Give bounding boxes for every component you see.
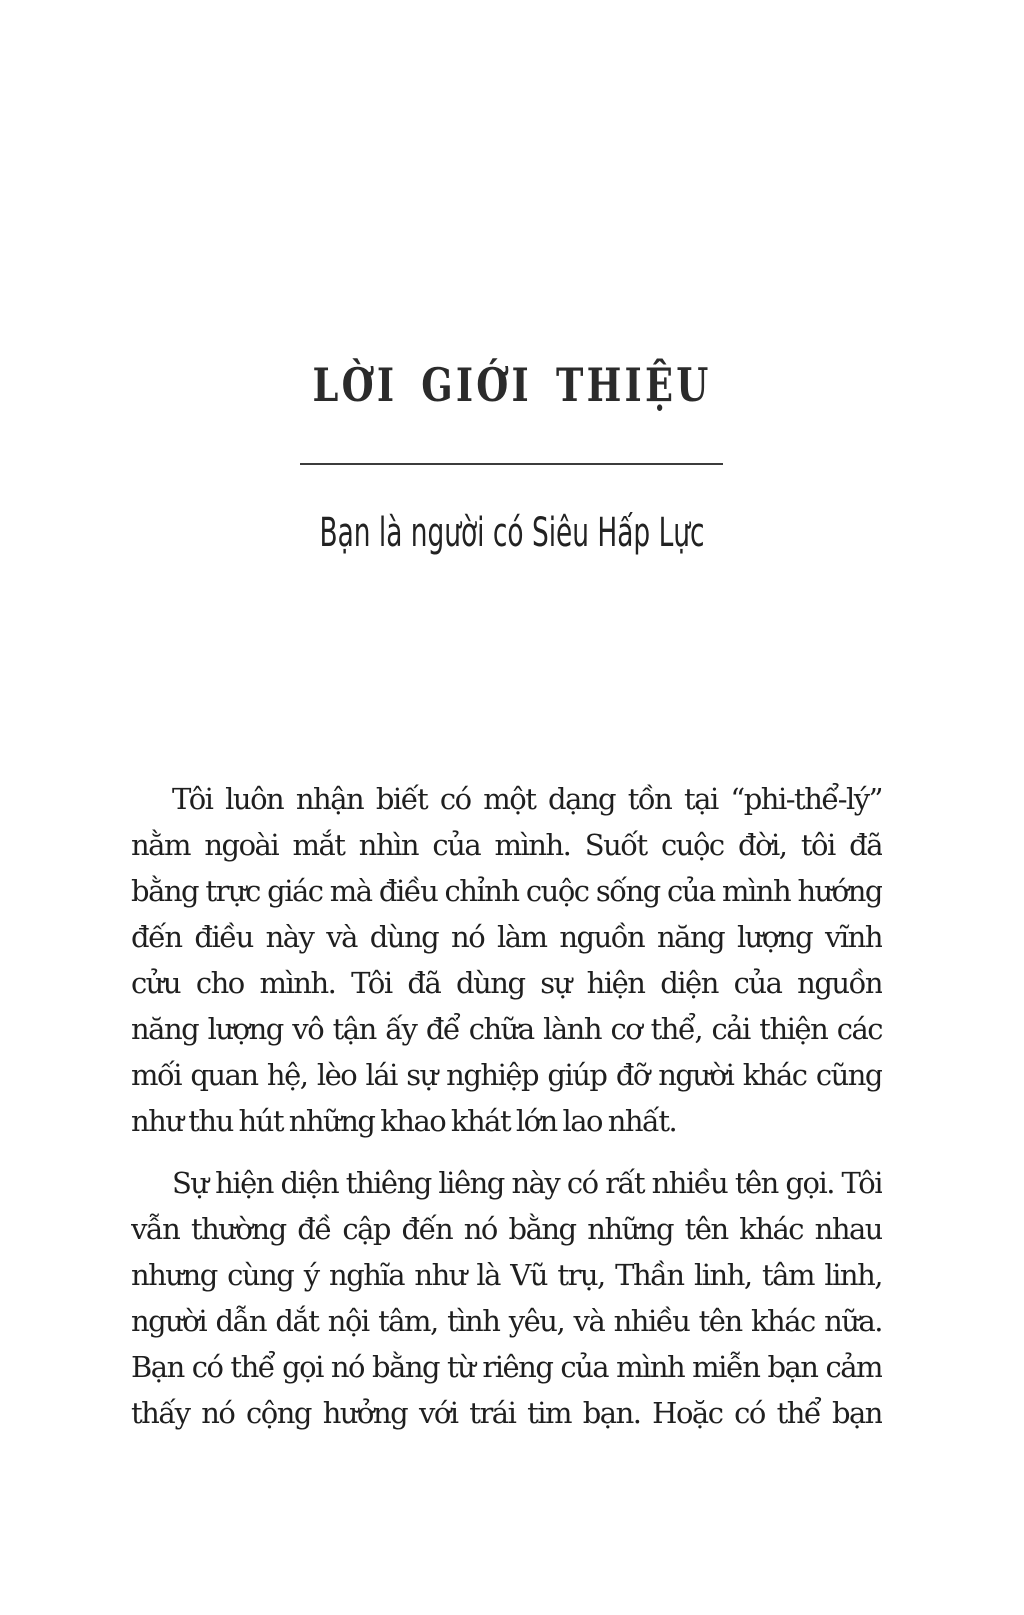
text-line: Bạn có thể gọi nó bằng từ riêng của mình miễn bạn cảm [131, 1350, 882, 1384]
text-line: năng lượng vô tận ấy để chữa lành cơ thể, cải thiện các [131, 1012, 882, 1046]
text-line: nằm ngoài mắt nhìn của mình. Suốt cuộc đời, tôi đã [131, 828, 882, 862]
text-line: như thu hút những khao khát lớn lao nhất. [131, 1104, 677, 1138]
text-line: đến điều này và dùng nó làm nguồn năng lượng vĩnh [131, 920, 882, 954]
text-line: Sự hiện diện thiêng liêng này có rất nhiều tên gọi. Tôi [172, 1166, 882, 1200]
text-line: mối quan hệ, lèo lái sự nghiệp giúp đỡ người khác cũng [131, 1058, 882, 1092]
chapter-subtitle: Bạn là người có Siêu Hấp Lực [319, 510, 705, 556]
text-line: Tôi luôn nhận biết có một dạng tồn tại “phi-thể-lý” [172, 782, 882, 816]
paragraph-2 [131, 1160, 882, 1436]
text-line: bằng trực giác mà điều chỉnh cuộc sống của mình hướng [131, 874, 882, 908]
title-divider [300, 463, 723, 465]
paragraph-1 [131, 776, 882, 1144]
text-line: cửu cho mình. Tôi đã dùng sự hiện diện của nguồn [131, 966, 882, 1000]
text-line: thấy nó cộng hưởng với trái tim bạn. Hoặc có thể bạn [131, 1396, 882, 1430]
text-line: người dẫn dắt nội tâm, tình yêu, và nhiều tên khác nữa. [131, 1304, 882, 1338]
body-text [131, 776, 882, 1436]
chapter-title: LỜI GIỚI THIỆU [312, 358, 712, 412]
text-line: nhưng cùng ý nghĩa như là Vũ trụ, Thần linh, tâm linh, [131, 1258, 882, 1292]
text-line: vẫn thường đề cập đến nó bằng những tên khác nhau [131, 1212, 882, 1246]
